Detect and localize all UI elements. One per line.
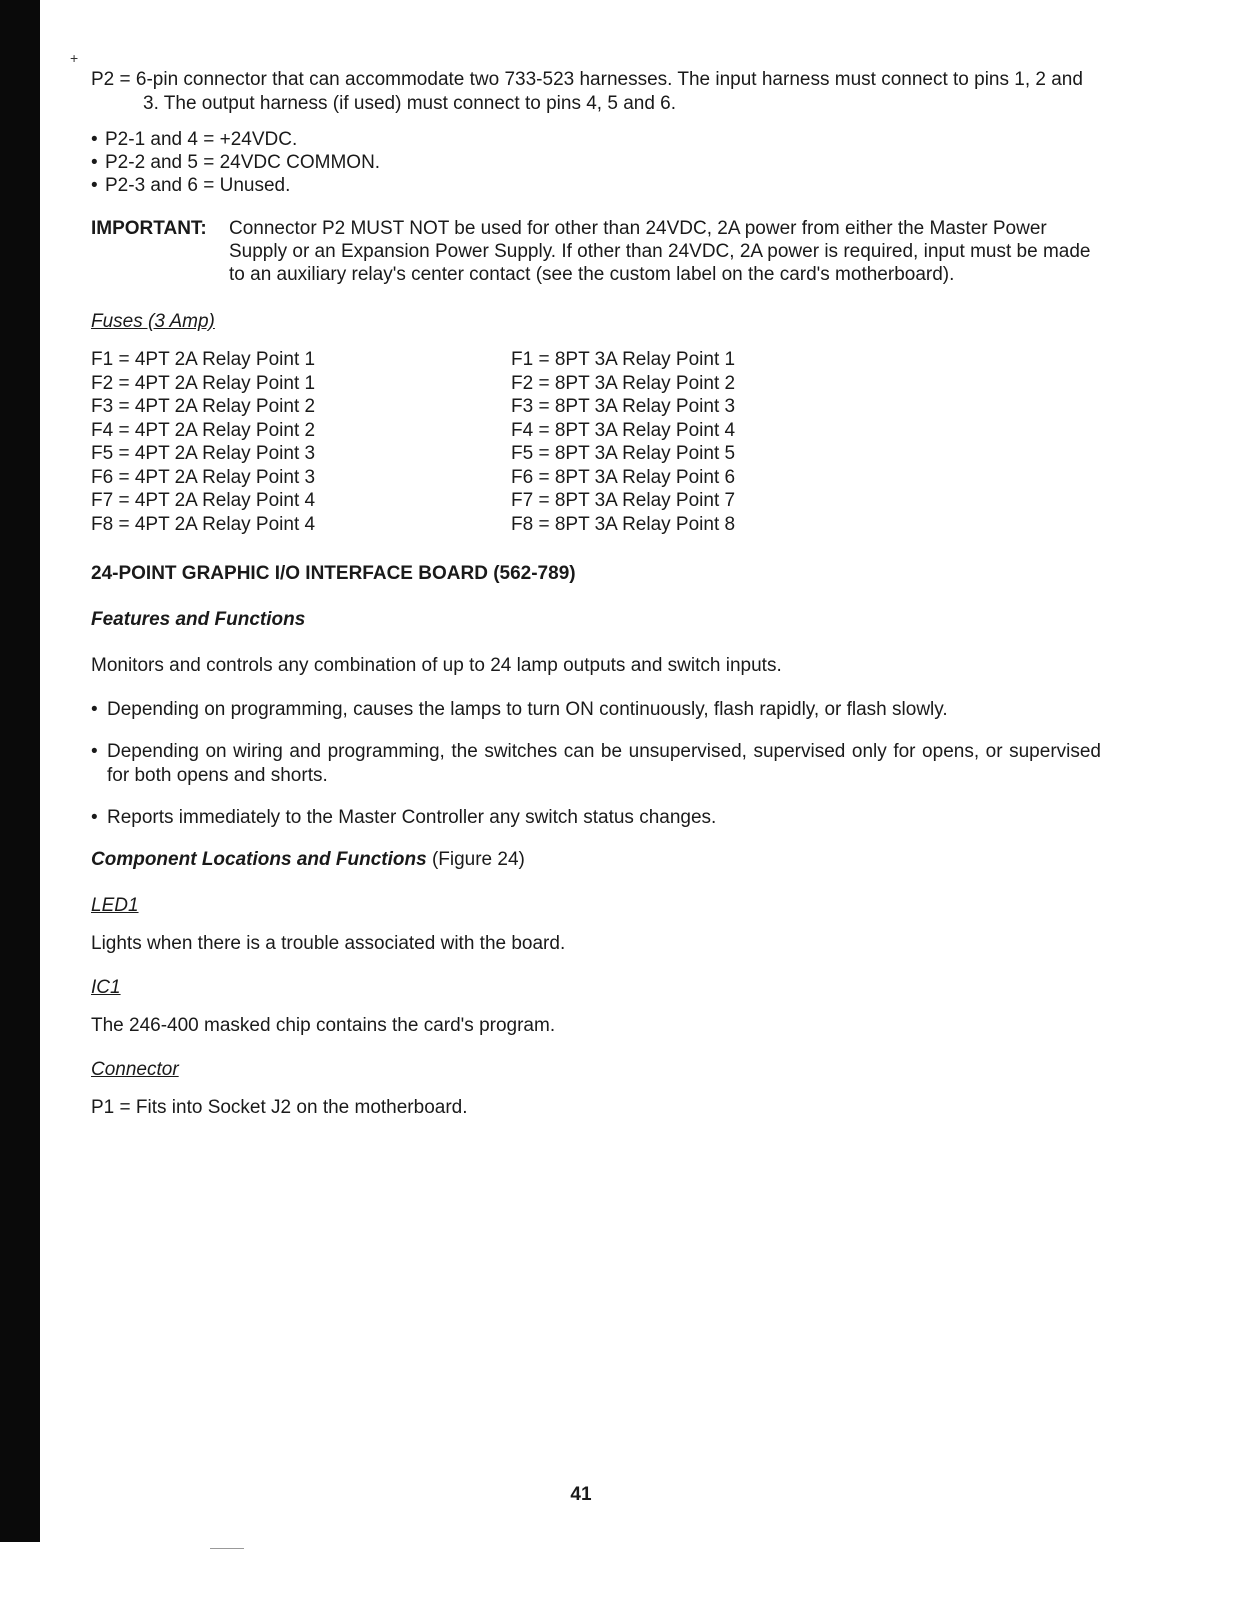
document-page (91, 68, 1101, 1140)
led-heading: LED1 (91, 895, 139, 916)
fuse-row: F5 = 4PT 2A Relay Point 3 (91, 443, 316, 464)
feature-item: • Reports immediately to the Master Controller any switch status changes. (91, 806, 1101, 830)
components-heading (91, 848, 1101, 872)
fuse-row: F2 = 8PT 3A Relay Point 2 (511, 372, 736, 394)
feature-item: • Depending on programming, causes the lamps to turn ON continuously, flash rapidly, or flash slowly. (91, 698, 1101, 722)
important-text: Connector P2 MUST NOT be used for other than 24VDC, 2A power from either the Master Power Supply or an Expansion Power Supply. If other than 24VDC, 2A power is required, input must be made to an auxiliary relay's center contact (see the custom label on the card's motherboard). (229, 218, 1091, 285)
p2-pin-item: • P2-1 and 4 = +24VDC. (91, 128, 1101, 151)
fuse-row: F8 = 8PT 3A Relay Point 8 (511, 513, 736, 535)
scan-artifact-line (210, 1548, 244, 1549)
features-intro: Monitors and controls any combination of up to 24 lamp outputs and switch inputs. (91, 655, 782, 676)
components-heading-text: Component Locations and Functions (91, 849, 427, 870)
fuse-row: F4 = 8PT 3A Relay Point 4 (511, 419, 736, 441)
figure-reference: (Figure 24) (431, 849, 525, 870)
board-title: 24-POINT GRAPHIC I/O INTERFACE BOARD (562-789) (91, 563, 576, 584)
fuse-row: F3 = 8PT 3A Relay Point 3 (511, 396, 736, 417)
fuse-row: F6 = 8PT 3A Relay Point 6 (511, 466, 736, 488)
fuse-row: F8 = 4PT 2A Relay Point 4 (91, 513, 316, 535)
important-note (91, 217, 1101, 286)
ic-heading: IC1 (91, 977, 121, 998)
fuse-row: F7 = 8PT 3A Relay Point 7 (511, 490, 736, 511)
page-number: 41 (570, 1484, 592, 1505)
fuse-row: F2 = 4PT 2A Relay Point 1 (91, 372, 316, 394)
ic-description: The 246-400 masked chip contains the card's program. (91, 1015, 556, 1036)
fuse-row: F7 = 4PT 2A Relay Point 4 (91, 490, 316, 511)
features-list (91, 698, 1101, 830)
fuse-row: F6 = 4PT 2A Relay Point 3 (91, 466, 316, 488)
scan-binding-edge (0, 0, 40, 1542)
p2-pin-item: • P2-3 and 6 = Unused. (91, 174, 1101, 197)
features-heading: Features and Functions (91, 609, 306, 630)
fuse-column-8pt (511, 348, 931, 536)
led-description: Lights when there is a trouble associated with the board. (91, 933, 566, 954)
fuses-heading: Fuses (3 Amp) (91, 311, 215, 332)
p2-pin-item: • P2-2 and 5 = 24VDC COMMON. (91, 151, 1101, 174)
scan-speck: + (70, 50, 79, 66)
fuse-column-4pt (91, 348, 511, 536)
important-label: IMPORTANT: (91, 218, 207, 239)
fuse-row: F5 = 8PT 3A Relay Point 5 (511, 443, 736, 464)
p2-pin-list (91, 128, 1101, 197)
fuse-row: F4 = 4PT 2A Relay Point 2 (91, 419, 316, 441)
fuse-row: F1 = 4PT 2A Relay Point 1 (91, 349, 316, 370)
fuse-table (91, 348, 1101, 536)
fuse-row: F1 = 8PT 3A Relay Point 1 (511, 349, 736, 370)
connector-heading: Connector (91, 1059, 179, 1080)
connector-description: P1 = Fits into Socket J2 on the motherboard. (91, 1097, 468, 1118)
p2-definition: P2 = 6-pin connector that can accommodate two 733-523 harnesses. The input harness must connect to pins 1, 2 and 3. The output harness (if used) must connect to pins 4, 5 and 6. (91, 69, 1083, 114)
fuse-row: F3 = 4PT 2A Relay Point 2 (91, 396, 316, 417)
feature-item: • Depending on wiring and programming, the switches can be unsupervised, supervised only for opens, or supervised for both opens and shorts. (91, 740, 1101, 788)
